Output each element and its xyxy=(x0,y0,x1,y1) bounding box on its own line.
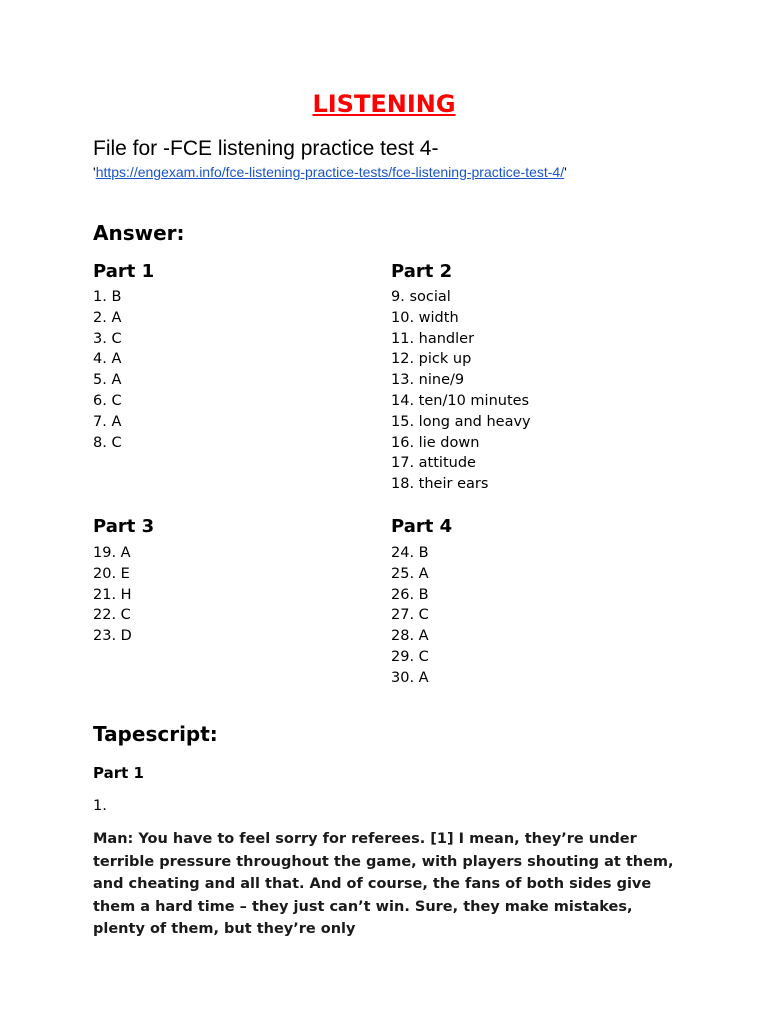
source-link[interactable]: https://engexam.info/fce-listening-practice-tests/fce-listening-practice-test-4/ xyxy=(95,164,565,180)
answer-item: 12. pick up xyxy=(391,351,472,368)
part-4-heading: Part 4 xyxy=(391,516,453,537)
answer-item: 17. attitude xyxy=(391,455,476,472)
part-2-answers xyxy=(391,287,531,495)
answer-item: 6. C xyxy=(93,392,122,409)
part-2-heading: Part 2 xyxy=(391,261,453,282)
answer-item: 8. C xyxy=(93,434,122,451)
answer-item: 13. nine/9 xyxy=(391,372,465,389)
answer-item: 28. A xyxy=(391,628,429,645)
answer-item: 22. C xyxy=(93,607,131,624)
link-suffix: ' xyxy=(564,164,567,180)
answer-item: 24. B xyxy=(391,545,429,561)
answer-item: 25. A xyxy=(391,565,429,582)
answer-item: 16. lie down xyxy=(391,434,480,451)
tapescript-heading: Tapescript: xyxy=(93,722,218,746)
answer-item: 1. B xyxy=(93,289,122,305)
answer-item: 29. C xyxy=(391,648,429,665)
answer-item: 19. A xyxy=(93,545,131,561)
page-title: LISTENING xyxy=(312,90,456,118)
tapescript-paragraph: Man: You have to feel sorry for referees. [1] I mean, they’re under terrible pressure throughout the game, with players shouting at them, and cheating and all that. And of course, the fans of both sides give them a hard time – they just can’t win. Sure, they make mistakes, plenty of them, but they’re only xyxy=(93,831,674,937)
answer-item: 7. A xyxy=(93,413,122,430)
source-link-line xyxy=(93,164,567,180)
part-3-answers xyxy=(93,543,132,647)
answer-item: 21. H xyxy=(93,586,132,603)
answer-item: 10. width xyxy=(391,309,459,326)
answer-item: 2. A xyxy=(93,309,122,326)
part-4-answers xyxy=(391,543,429,689)
answer-item: 5. A xyxy=(93,372,122,389)
answer-item: 15. long and heavy xyxy=(391,413,531,430)
answer-item: 23. D xyxy=(93,628,132,645)
answer-item: 30. A xyxy=(391,669,429,686)
answer-item: 11. handler xyxy=(391,330,475,347)
answer-item: 26. B xyxy=(391,586,429,603)
answer-heading: Answer: xyxy=(93,221,185,245)
tapescript-part-heading: Part 1 xyxy=(93,764,144,782)
link-prefix: ' xyxy=(93,164,96,180)
answer-item: 20. E xyxy=(93,565,130,582)
tapescript-item-number: 1. xyxy=(93,798,107,814)
answer-item: 3. C xyxy=(93,330,122,347)
file-subtitle: File for -FCE listening practice test 4- xyxy=(93,137,439,160)
answer-item: 27. C xyxy=(391,607,429,624)
answer-item: 18. their ears xyxy=(391,476,489,493)
answer-item: 9. social xyxy=(391,289,451,305)
part-1-heading: Part 1 xyxy=(93,261,155,282)
part-1-answers xyxy=(93,287,122,453)
answer-item: 14. ten/10 minutes xyxy=(391,392,530,409)
part-3-heading: Part 3 xyxy=(93,516,155,537)
answer-item: 4. A xyxy=(93,351,122,368)
